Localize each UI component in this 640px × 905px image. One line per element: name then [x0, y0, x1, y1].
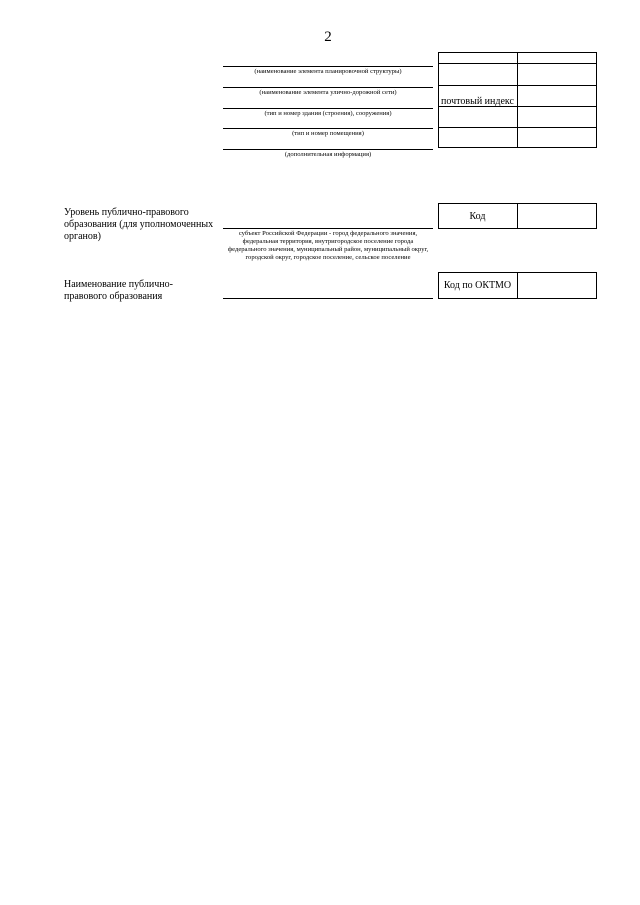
page-number: 2: [324, 29, 332, 45]
level-code-label: Код: [469, 211, 486, 222]
oktmo-label: Код по ОКТМО: [443, 280, 512, 291]
name-label: Наименование публично-правового образования: [64, 279, 173, 302]
postal-index-label: почтовый индекс: [441, 96, 514, 107]
level-caption: субъект Российской Федерации - город федерального значения, федеральная территория, внутригородское поселение города федерального значения, муниципальный район, муниципальный округ, городской округ, городское поселение, сельское поселение: [227, 230, 429, 261]
oktmo-value[interactable]: [518, 273, 596, 298]
level-label: Уровень публично-правового образования (для уполномоченных органов): [64, 207, 214, 242]
building-caption: (тип и номер здания (строения), сооружения): [264, 110, 392, 117]
postal-grid-row-4: [438, 127, 597, 128]
level-code-value[interactable]: [518, 204, 596, 228]
additional-info-caption: (дополнительная информация): [284, 151, 372, 158]
room-caption: (тип и номер помещения): [292, 130, 364, 137]
room-line: [223, 128, 433, 129]
name-line: [223, 298, 433, 299]
street-line: [223, 87, 433, 88]
structure-line: [223, 66, 433, 67]
street-caption: (наименование элемента улично-дорожной сети): [259, 89, 397, 96]
additional-info-line: [223, 149, 433, 150]
structure-caption: (наименование элемента планировочной структуры): [254, 68, 402, 75]
postal-grid-row-1: [438, 63, 597, 64]
level-line: [223, 228, 433, 229]
building-line: [223, 108, 433, 109]
postal-index-value[interactable]: [518, 86, 596, 105]
